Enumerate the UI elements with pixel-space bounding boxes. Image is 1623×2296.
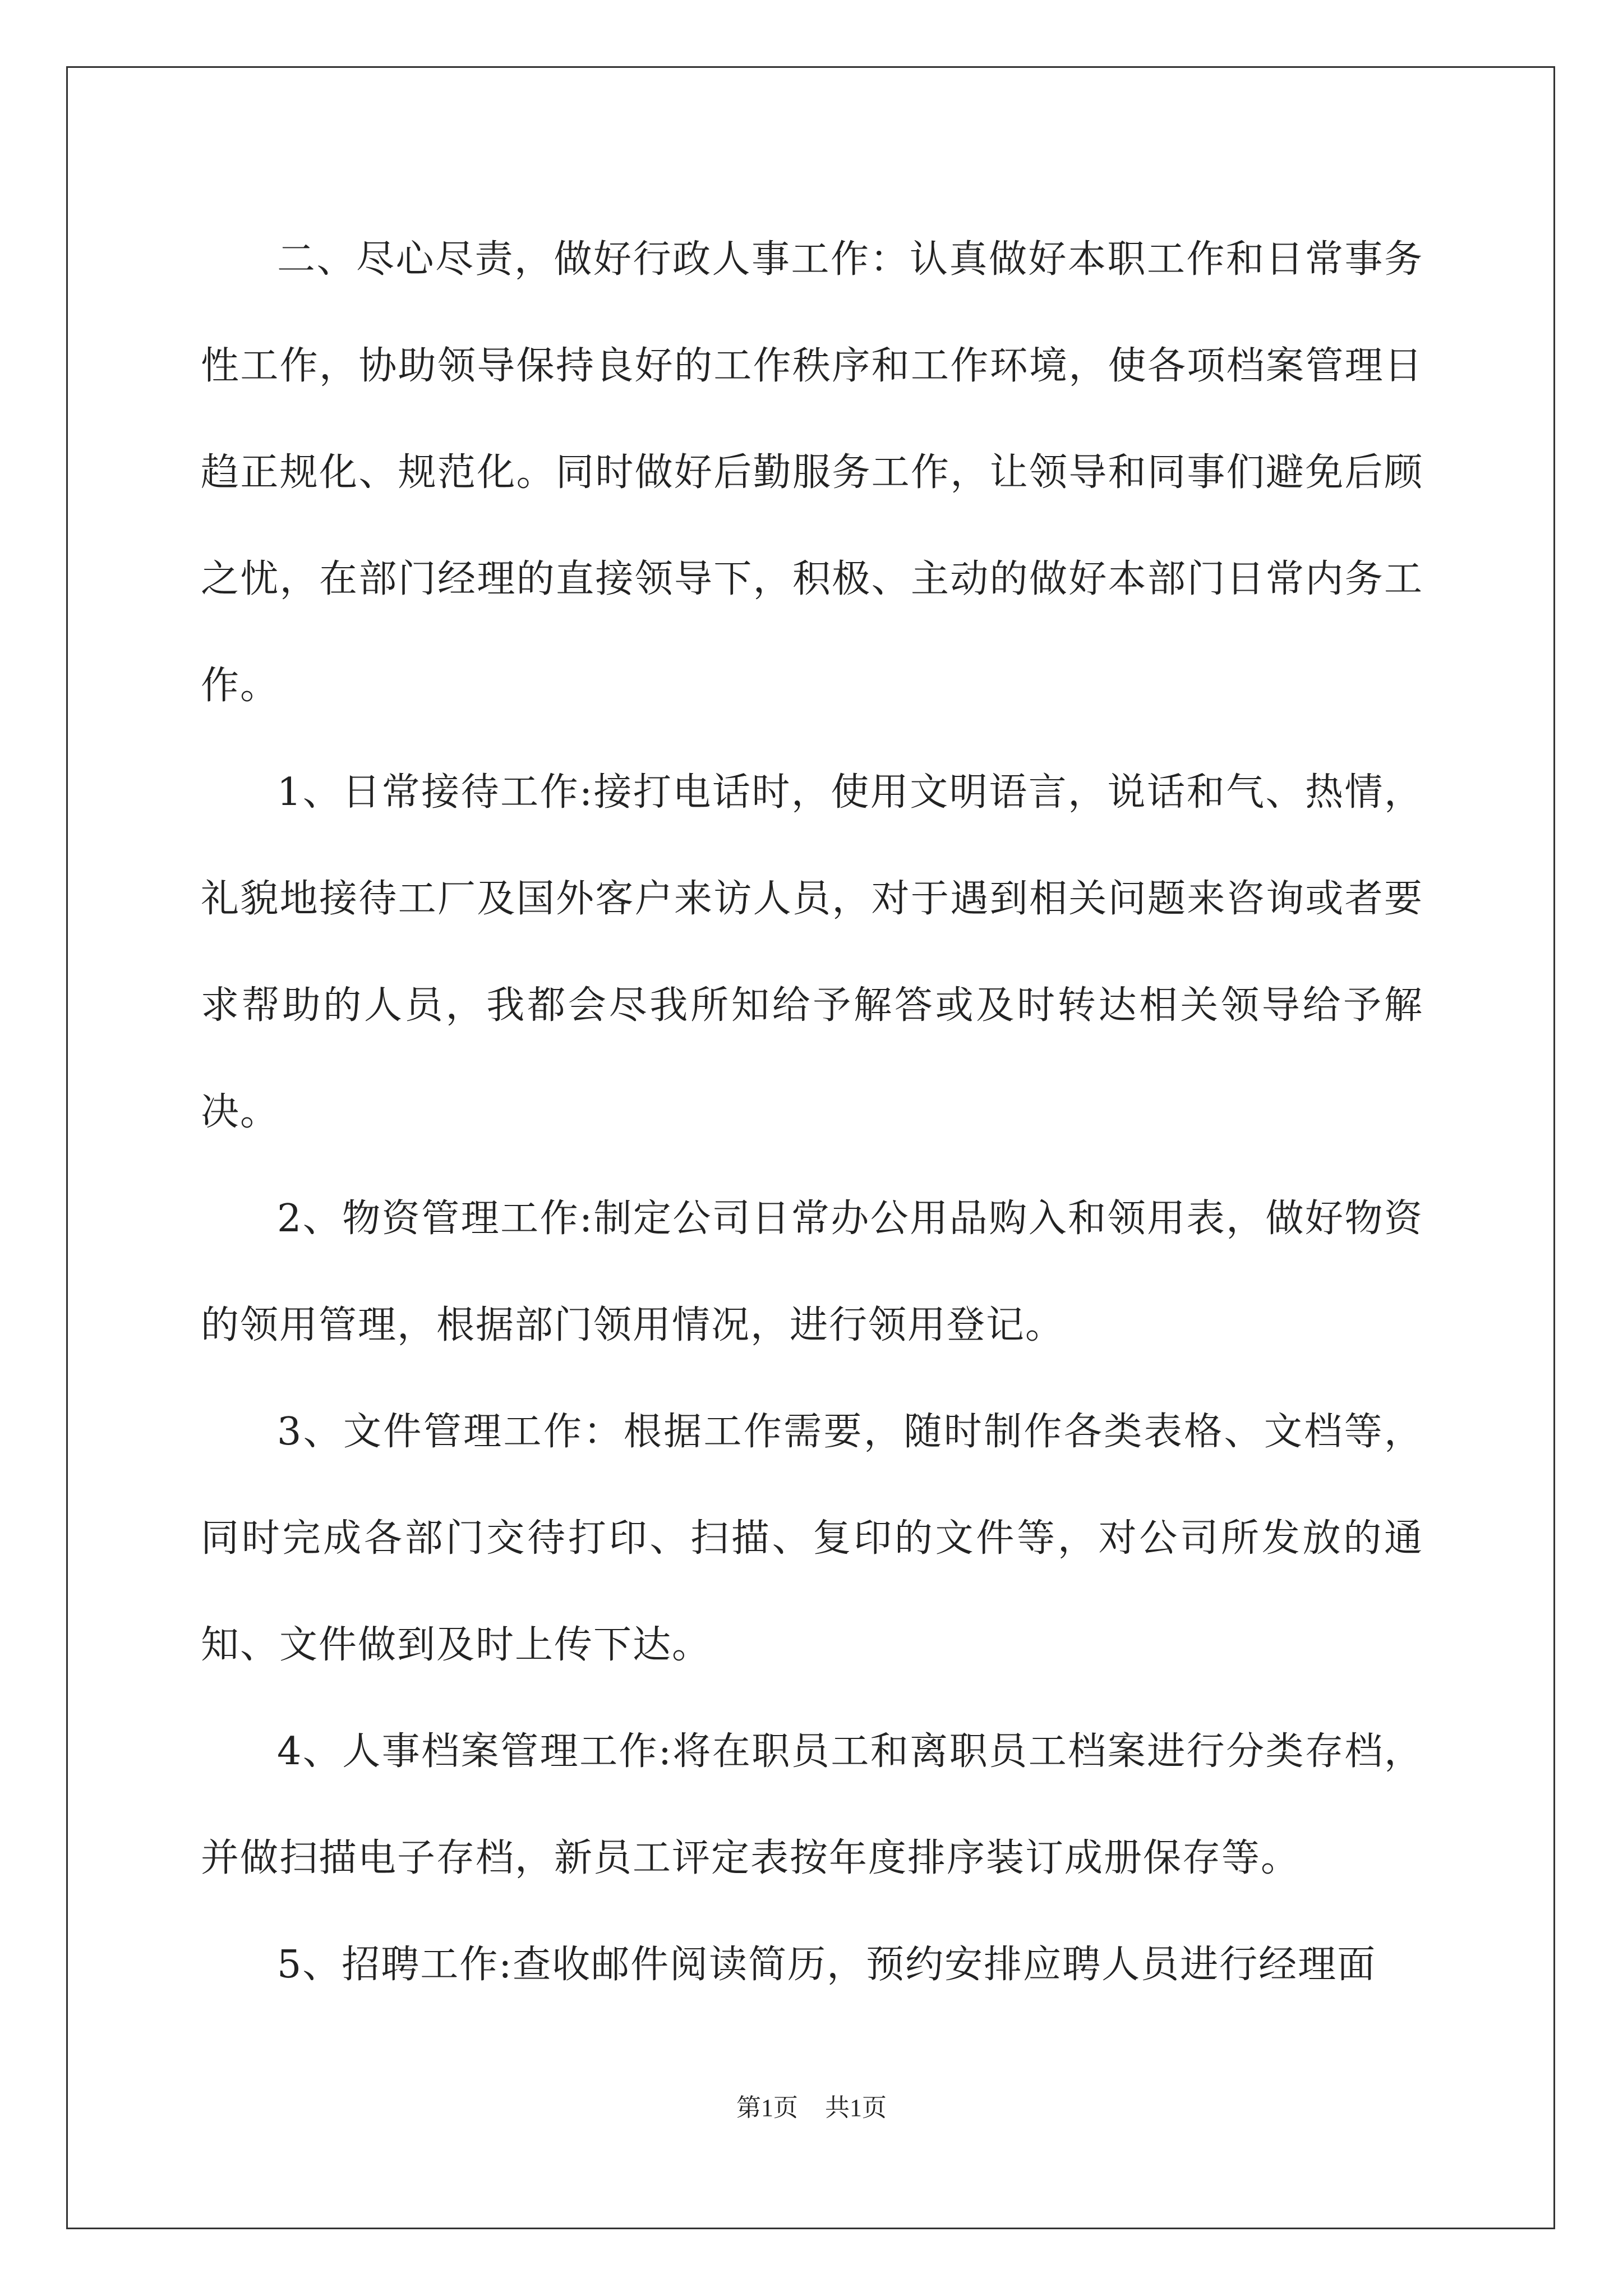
paragraph-recruitment: 5、招聘工作:查收邮件阅读简历，预约安排应聘人员进行经理面 — [277, 1943, 1377, 1987]
page-footer — [0, 2091, 1623, 2125]
paragraph-documents: 3、文件管理工作：根据工作需要，随时制作各类表格、文档等，同时完成各部门交待打印、扫描、复印的文件等，对公司所发放的通知、文件做到及时上传下达。 — [201, 1410, 1423, 1667]
paragraph-supplies: 2、物资管理工作:制定公司日常办公用品购入和领用表，做好物资的领用管理，根据部门领用情况，进行领用登记。 — [201, 1197, 1423, 1347]
paragraph-personnel-files: 4、人事档案管理工作:将在职员工和离职员工档案进行分类存档，并做扫描电子存档，新员工评定表按年度排序装订成册保存等。 — [201, 1729, 1423, 1880]
paragraph-reception: 1、日常接待工作:接打电话时，使用文明语言，说话和气、热情，礼貌地接待工厂及国外客户来访人员，对于遇到相关问题来咨询或者要求帮助的人员，我都会尽我所知给予解答或及时转达相关领导给予解决。 — [201, 770, 1423, 1134]
page-number-current: 第1页 — [736, 2094, 798, 2122]
document-body — [201, 206, 1423, 2018]
paragraph-admin-duties: 二、尽心尽责，做好行政人事工作：认真做好本职工作和日常事务性工作，协助领导保持良好的工作秩序和工作环境，使各项档案管理日趋正规化、规范化。同时做好后勤服务工作，让领导和同事们避免后顾之忧，在部门经理的直接领导下，积极、主动的做好本部门日常内务工作。 — [201, 237, 1423, 708]
page-number-total: 共1页 — [825, 2094, 887, 2122]
